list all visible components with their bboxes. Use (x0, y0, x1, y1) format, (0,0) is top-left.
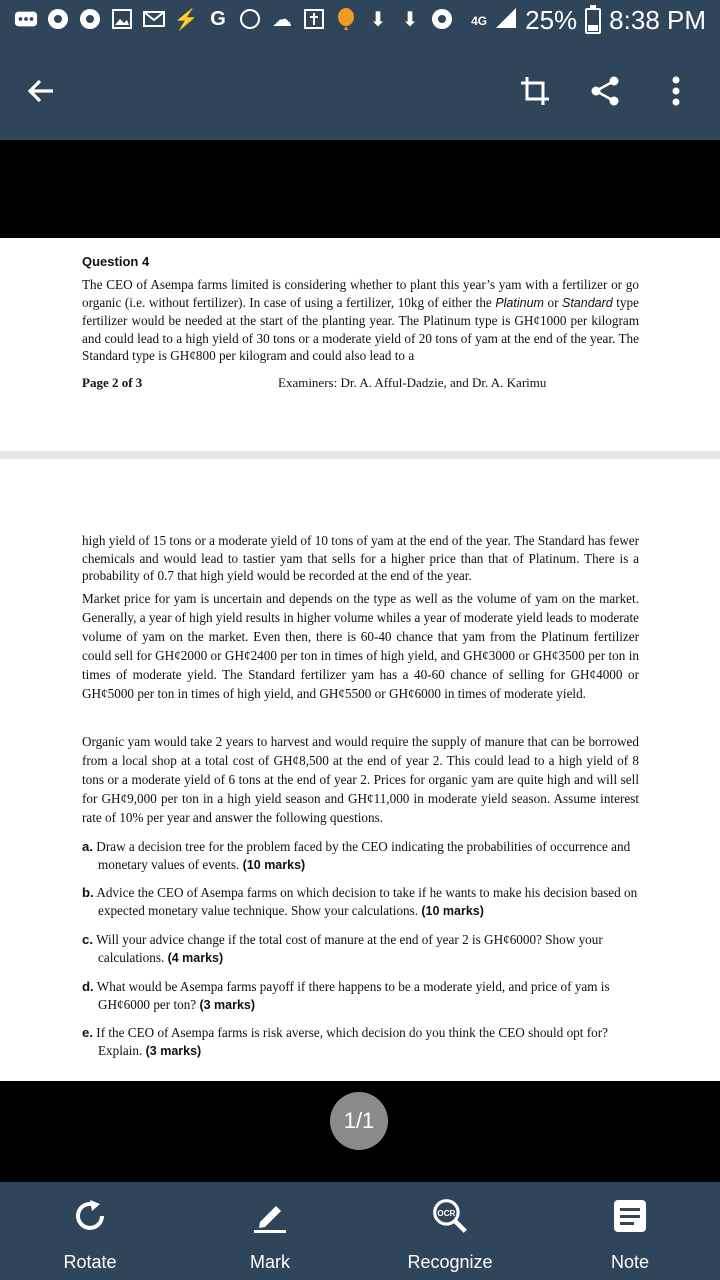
question-item: a. Draw a decision tree for the problem faced by the CEO indicating the probabilities of occurrence and monetary values of events. (10 marks) (82, 839, 631, 872)
chrome-icon (46, 7, 70, 31)
page-paragraph: The CEO of Asempa farms limited is considering whether to plant this year’s yam with a fertilizer or go organic (i.e. without fertilizer). In case of using a fertilizer, 10kg of either the Platinum or Standard type fertilizer would be needed at the start of the planting year. The Platinum type is GH¢1000 per kilogram and could lead to a high yield of 30 tons or a moderate yield of 20 tons of yam at the end of the year. The Standard type is GH¢800 per kilogram and could also lead to a (82, 277, 639, 364)
system-status (471, 5, 706, 36)
battery-percent: 25% (525, 5, 578, 35)
chrome-icon (78, 7, 102, 31)
question-title: Question 4 (82, 254, 150, 269)
page-divider (0, 451, 720, 459)
share-icon (589, 75, 621, 107)
bible-icon (302, 7, 326, 31)
chrome-icon (430, 7, 454, 31)
flash-icon: ⚡ (173, 8, 199, 31)
document-viewer[interactable] (0, 140, 720, 1182)
question-item: e. If the CEO of Asempa farms is risk averse, which decision do you think the CEO should opt for? Explain. (3 marks) (82, 1025, 608, 1058)
pencil-icon (252, 1198, 288, 1234)
rotate-icon (72, 1198, 108, 1234)
image-icon (110, 7, 134, 31)
mark-label: Mark (250, 1252, 290, 1272)
rotate-button[interactable] (0, 1182, 180, 1280)
balloon-icon (334, 7, 358, 31)
examiners: Examiners: Dr. A. Afful-Dadzie, and Dr. A. Karimu (278, 375, 547, 390)
document-page (0, 459, 720, 1081)
app-toolbar (0, 42, 720, 140)
whatsapp-icon (238, 7, 262, 31)
recognize-button[interactable] (360, 1182, 540, 1280)
bottom-action-bar (0, 1182, 720, 1280)
mark-button[interactable] (180, 1182, 360, 1280)
signal-icon (495, 5, 517, 36)
page-paragraph: Organic yam would take 2 years to harvest and would require the supply of manure that can be borrowed from a local shop at a total cost of GH¢8,500 at the end of year 2. This could lead to a high yield of 8 tons or a moderate yield of 6 tons at the end of year 2. Prices for organic yam are quite high and will sell for GH¢9,000 per ton in a high yield season and GH¢11,000 in moderate yield season. Assume interest rate of 10% per year and answer the following questions. (82, 734, 639, 825)
arrow-left-icon (25, 75, 57, 107)
document-page (0, 238, 720, 451)
network-type: 4G (471, 13, 488, 28)
ocr-search-icon (432, 1198, 468, 1234)
clock: 8:38 PM (609, 5, 706, 35)
crop-icon (519, 75, 551, 107)
recognize-label: Recognize (407, 1252, 493, 1272)
download-icon: ⬇ (401, 8, 419, 31)
question-item: d. What would be Asempa farms payoff if there happens to be a moderate yield, and price of yam is GH¢6000 per ton? (3 marks) (82, 979, 610, 1012)
rotate-label: Rotate (63, 1252, 117, 1272)
page-indicator: 1/1 (330, 1092, 388, 1150)
question-item: c. Will your advice change if the total cost of manure at the end of year 2 is GH¢6000? Show your calculations. (4 marks) (82, 932, 603, 965)
note-button[interactable] (540, 1182, 720, 1280)
page-number: Page 2 of 3 (82, 375, 143, 390)
notification-icons (14, 7, 454, 31)
download-icon: ⬇ (369, 8, 387, 31)
note-label: Note (610, 1252, 650, 1272)
overflow-menu-button[interactable] (653, 68, 699, 114)
ocr-badge: OCR (437, 1209, 456, 1218)
more-vert-icon (670, 75, 682, 107)
status-bar (0, 0, 720, 42)
page-paragraph: high yield of 15 tons or a moderate yield of 10 tons of yam at the end of the year. The Standard has fewer chemicals and would lead to tastier yam that sells for a higher price than that of Platinum. There is a probability of 0.7 that high yield would be recorded at the end of the year. (82, 533, 639, 584)
cloud-icon: ☁ (272, 8, 292, 31)
page-paragraph: Market price for yam is uncertain and depends on the type as well as the volume of yam on the market. Generally, a year of high yield results in higher volume whiles a year of moderate yield leads to moderate volume of yam on the market. Even then, there is 60-40 chance that yam from the Platinum fertilizer could sell for GH¢2000 or GH¢2400 per ton in times of high yield, and GH¢3000 or GH¢3500 per ton in times of moderate yield. The Standard fertilizer yam has a 40-60 chance of selling for GH¢4000 or GH¢5000 per ton in times of high yield, and GH¢5500 or GH¢6000 in times of moderate yield. (82, 591, 639, 701)
share-button[interactable] (582, 68, 628, 114)
battery-icon (585, 8, 601, 34)
question-item: b. Advice the CEO of Asempa farms on which decision to take if he wants to make his decision based on expected monetary value technique. Show your calculations. (10 marks) (82, 885, 638, 918)
mail-icon (142, 7, 166, 31)
chat-bubble-icon (14, 7, 38, 31)
crop-button[interactable] (512, 68, 558, 114)
back-button[interactable] (18, 68, 64, 114)
note-icon (612, 1198, 648, 1234)
google-icon: G (210, 7, 226, 30)
